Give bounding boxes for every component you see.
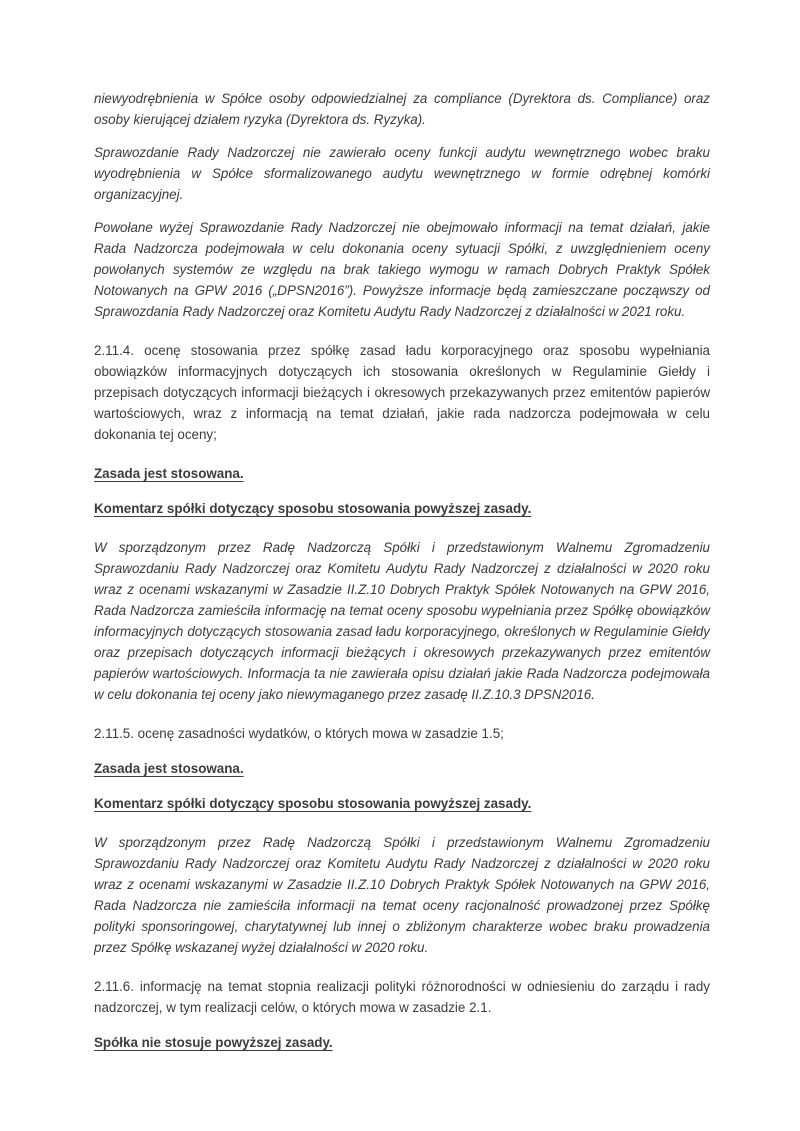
comment-label-2-11-5: Komentarz spółki dotyczący sposobu stosowania powyższej zasady. [94, 796, 532, 811]
comment-body-2-11-4: W sporządzonym przez Radę Nadzorczą Spółki i przedstawionym Walnemu Zgromadzeniu Sprawozdaniu Rady Nadzorczej oraz Komitetu Audytu Rady Nadzorczej z działalności w 2020 roku wraz z ocenami wskazanymi w Zasadzie II.Z.10 Dobrych Praktyk Spółek Notowanych na GPW 2016, Rada Nadzorcza zamieściła informację na temat oceny sposobu wypełniania przez Spółkę obowiązków informacyjnych dotyczących stosowania zasad ładu korporacyjnego, określonych w Regulaminie Giełdy oraz przepisach dotyczących informacji bieżących i okresowych przekazywanych przez emitentów papierów wartościowych. Informacja ta nie zawierała opisu działań jakie Rada Nadzorcza podejmowała w celu dokonania tej oceny jako niewymaganego przez zasadę II.Z.10.3 DPSN2016. [94, 540, 710, 702]
comment-label-2-11-4: Komentarz spółki dotyczący sposobu stosowania powyższej zasady. [94, 501, 532, 516]
status-badge-2-11-5: Zasada jest stosowana. [94, 761, 244, 776]
comment-body-2-11-5: W sporządzonym przez Radę Nadzorczą Spółki i przedstawionym Walnemu Zgromadzeniu Sprawozdaniu Rady Nadzorczej oraz Komitetu Audytu Rady Nadzorczej z działalności w 2020 roku wraz z ocenami wskazanymi w Zasadzie II.Z.10 Dobrych Praktyk Spółek Notowanych na GPW 2016, Rada Nadzorcza nie zamieściła informacji na temat oceny racjonalność prowadzonej przez Spółkę polityki sponsoringowej, charytatywnej lub innej o zbliżonym charakterze wobec braku prowadzenia przez Spółkę wskazanej wyżej działalności w 2020 roku. [94, 835, 710, 955]
status-badge-2-11-6: Spółka nie stosuje powyższej zasady. [94, 1035, 333, 1050]
principle-2-11-5: 2.11.5. ocenę zasadności wydatków, o których mowa w zasadzie 1.5; [94, 726, 504, 741]
paragraph-internal-audit: Sprawozdanie Rady Nadzorczej nie zawierało oceny funkcji audytu wewnętrznego wobec braku wyodrębnienia w Spółce sformalizowanego audytu wewnętrznego w formie odrębnej komórki organizacyjnej. [94, 145, 710, 202]
paragraph-compliance-director: niewyodrębnienia w Spółce osoby odpowiedzialnej za compliance (Dyrektora ds. Compliance) oraz osoby kierującej działem ryzyka (Dyrektora ds. Ryzyka). [94, 91, 710, 127]
status-badge-2-11-4: Zasada jest stosowana. [94, 466, 244, 481]
principle-2-11-4: 2.11.4. ocenę stosowania przez spółkę zasad ładu korporacyjnego oraz sposobu wypełniania obowiązków informacyjnych dotyczących ich stosowania określonych w Regulaminie Giełdy i przepisach dotyczących informacji bieżących i okresowych przekazywanych przez emitentów papierów wartościowych, wraz z informacją na temat działań, jakie rada nadzorcza podejmowała w celu dokonania tej oceny; [94, 343, 710, 442]
paragraph-supervisory-report-scope: Powołane wyżej Sprawozdanie Rady Nadzorczej nie obejmowało informacji na temat działań, jakie Rada Nadzorcza podejmowała w celu dokonania oceny sytuacji Spółki, z uwzględnieniem oceny powołanych systemów ze względu na brak takiego wymogu w ramach Dobrych Praktyk Spółek Notowanych na GPW 2016 („DPSN2016”). Powyższe informacje będą zamieszczane począwszy od Sprawozdania Rady Nadzorczej oraz Komitetu Audytu Rady Nadzorczej z działalności w 2021 roku. [94, 220, 710, 319]
principle-2-11-6: 2.11.6. informację na temat stopnia realizacji polityki różnorodności w odniesieniu do zarządu i rady nadzorczej, w tym realizacji celów, o których mowa w zasadzie 2.1. [94, 979, 710, 1015]
document-body [94, 88, 710, 1053]
